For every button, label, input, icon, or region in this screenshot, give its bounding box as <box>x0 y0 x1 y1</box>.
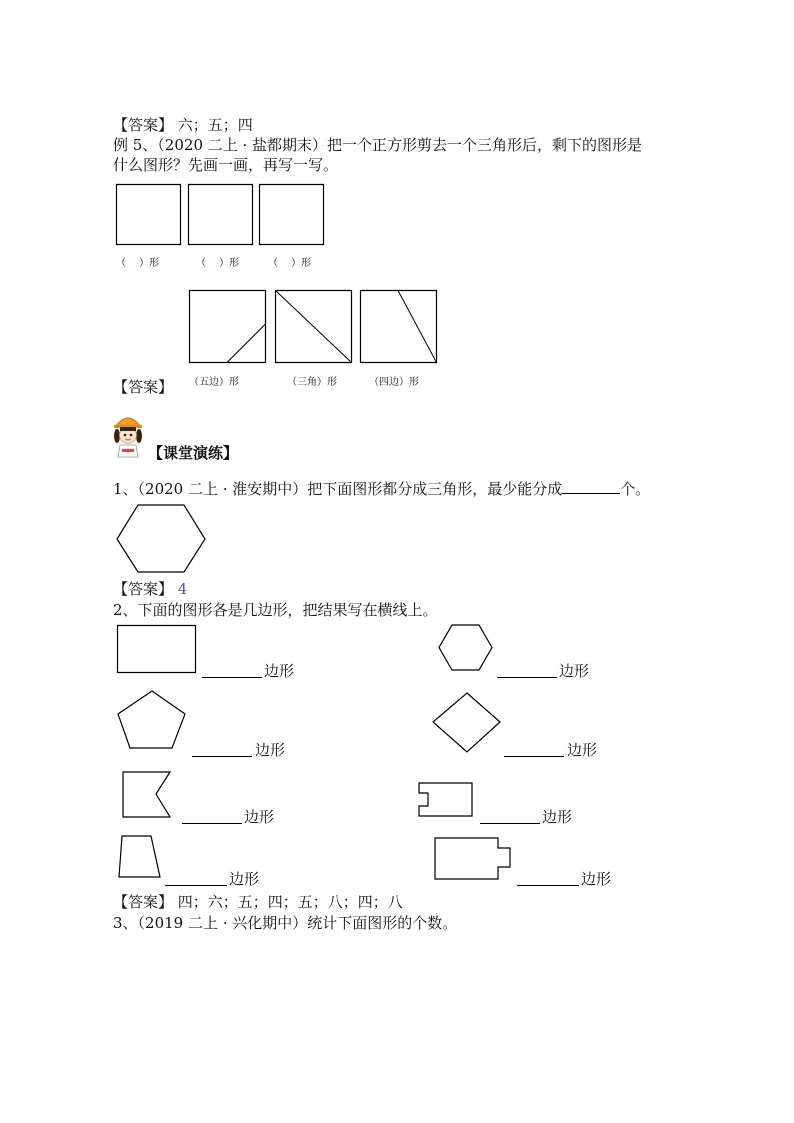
answer-label: 【答案】 <box>113 116 174 134</box>
q2-suffix-6: 边形 <box>542 808 573 826</box>
answer-square-pentagon <box>189 290 267 364</box>
empty-square-3 <box>259 184 325 246</box>
q2-shape-rectangle <box>117 625 197 674</box>
example5-question-line1: 例 5、（2020 二上 · 盐都期末）把一个正方形剪去一个三角形后，剩下的图形是 <box>113 136 643 154</box>
blank-shape-label-3: （ ）形 <box>268 258 312 269</box>
q2-answer-value: 四；六；五；四；五；八；四；八 <box>177 893 403 911</box>
q2-suffix-4: 边形 <box>567 741 598 759</box>
q2-shape-notched-octagon <box>418 782 474 818</box>
blank-shape-label-1: （ ）形 <box>116 258 160 269</box>
q1-answer-blank[interactable] <box>562 480 620 494</box>
q2-blank-8[interactable] <box>517 885 579 886</box>
q2-answer-line <box>113 893 403 911</box>
practice-section-title: 【课堂演练】 <box>148 444 239 462</box>
q2-shape-stepped-octagon <box>434 837 512 881</box>
q2-suffix-7: 边形 <box>229 870 260 888</box>
q3-text: 3、（2019 二上 · 兴化期中）统计下面图形的个数。 <box>113 914 458 932</box>
q2-shape-hexagon <box>438 624 494 672</box>
q2-shape-trapezoid <box>118 835 162 879</box>
answer-shape-label-1: （五边）形 <box>189 377 239 388</box>
q2-blank-3[interactable] <box>192 756 252 757</box>
q2-blank-5[interactable] <box>182 823 242 824</box>
q2-shape-pentagon <box>117 690 187 750</box>
example5-question-line2: 什么图形？先画一画，再写一写。 <box>113 156 339 174</box>
empty-square-1 <box>116 184 182 246</box>
answer-shape-label-3: （四边）形 <box>369 377 419 388</box>
q2-blank-1[interactable] <box>202 677 262 678</box>
q1-answer-value: 4 <box>177 580 188 598</box>
q2-suffix-3: 边形 <box>255 741 286 759</box>
answer-label: 【答案】 <box>113 580 174 598</box>
answer-square-quadrilateral <box>360 290 438 364</box>
q2-blank-2[interactable] <box>497 677 557 678</box>
answer-square-triangle <box>275 290 353 364</box>
q2-shape-notched-pentagon <box>122 771 172 819</box>
mascot-girl-icon <box>110 408 146 460</box>
prev-answer-text: 六；五；四 <box>177 116 253 134</box>
empty-square-2 <box>188 184 254 246</box>
q2-blank-7[interactable] <box>165 885 227 886</box>
q2-blank-6[interactable] <box>480 823 540 824</box>
q2-suffix-1: 边形 <box>264 662 295 680</box>
q1-unit: 个。 <box>620 480 651 498</box>
answer-shape-label-2: （三角）形 <box>287 377 337 388</box>
q1-answer-line <box>113 580 187 598</box>
q2-blank-4[interactable] <box>504 756 564 757</box>
example5-answer-label: 【答案】 <box>113 378 174 396</box>
prev-answer-line <box>113 116 253 134</box>
q2-text: 2、下面的图形各是几边形，把结果写在横线上。 <box>113 601 438 619</box>
answer-label: 【答案】 <box>113 893 174 911</box>
q2-suffix-8: 边形 <box>581 870 612 888</box>
q1-hexagon <box>116 504 208 574</box>
q1-question: 1、（2020 二上 · 淮安期中）把下面图形都分成三角形，最少能分成 <box>113 480 563 498</box>
blank-shape-label-2: （ ）形 <box>196 258 240 269</box>
q2-shape-rhombus <box>432 692 502 754</box>
q2-suffix-2: 边形 <box>559 662 590 680</box>
q1-text <box>113 480 650 498</box>
q2-suffix-5: 边形 <box>244 808 275 826</box>
